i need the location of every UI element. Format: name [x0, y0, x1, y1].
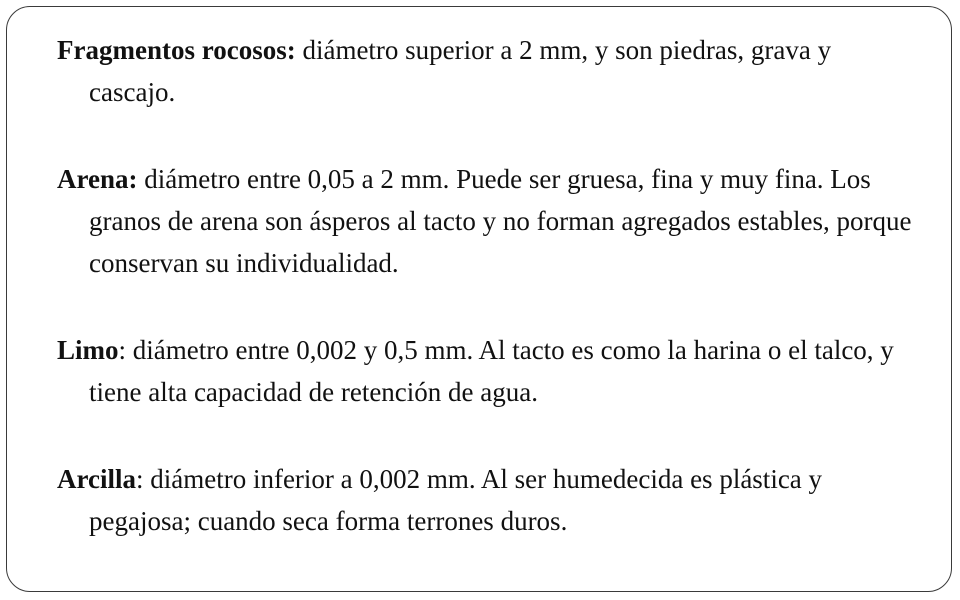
term-fragmentos-rocosos: Fragmentos rocosos: — [57, 35, 296, 65]
slide-content — [57, 29, 917, 542]
term-arena: Arena: — [57, 164, 138, 194]
term-limo: Limo — [57, 335, 119, 365]
term-arcilla: Arcilla — [57, 464, 136, 494]
definition-arcilla: : diámetro inferior a 0,002 mm. Al ser humedecida es plástica y pegajosa; cuando seca forma terrones duros. — [89, 464, 823, 536]
definition-limo: : diámetro entre 0,002 y 0,5 mm. Al tacto es como la harina o el talco, y tiene alta capacidad de retención de agua. — [89, 335, 894, 407]
definition-arena: diámetro entre 0,05 a 2 mm. Puede ser gruesa, fina y muy fina. Los granos de arena son ásperos al tacto y no forman agregados estables, porque conservan su individualidad. — [89, 164, 912, 278]
paragraph-fragmentos-rocosos — [57, 29, 917, 113]
definition-fragmentos-rocosos: diámetro superior a 2 mm, y son piedras, grava y cascajo. — [89, 35, 832, 107]
paragraph-limo — [57, 329, 917, 413]
paragraph-arcilla — [57, 458, 917, 542]
paragraph-arena — [57, 158, 917, 284]
slide-frame — [6, 6, 952, 592]
